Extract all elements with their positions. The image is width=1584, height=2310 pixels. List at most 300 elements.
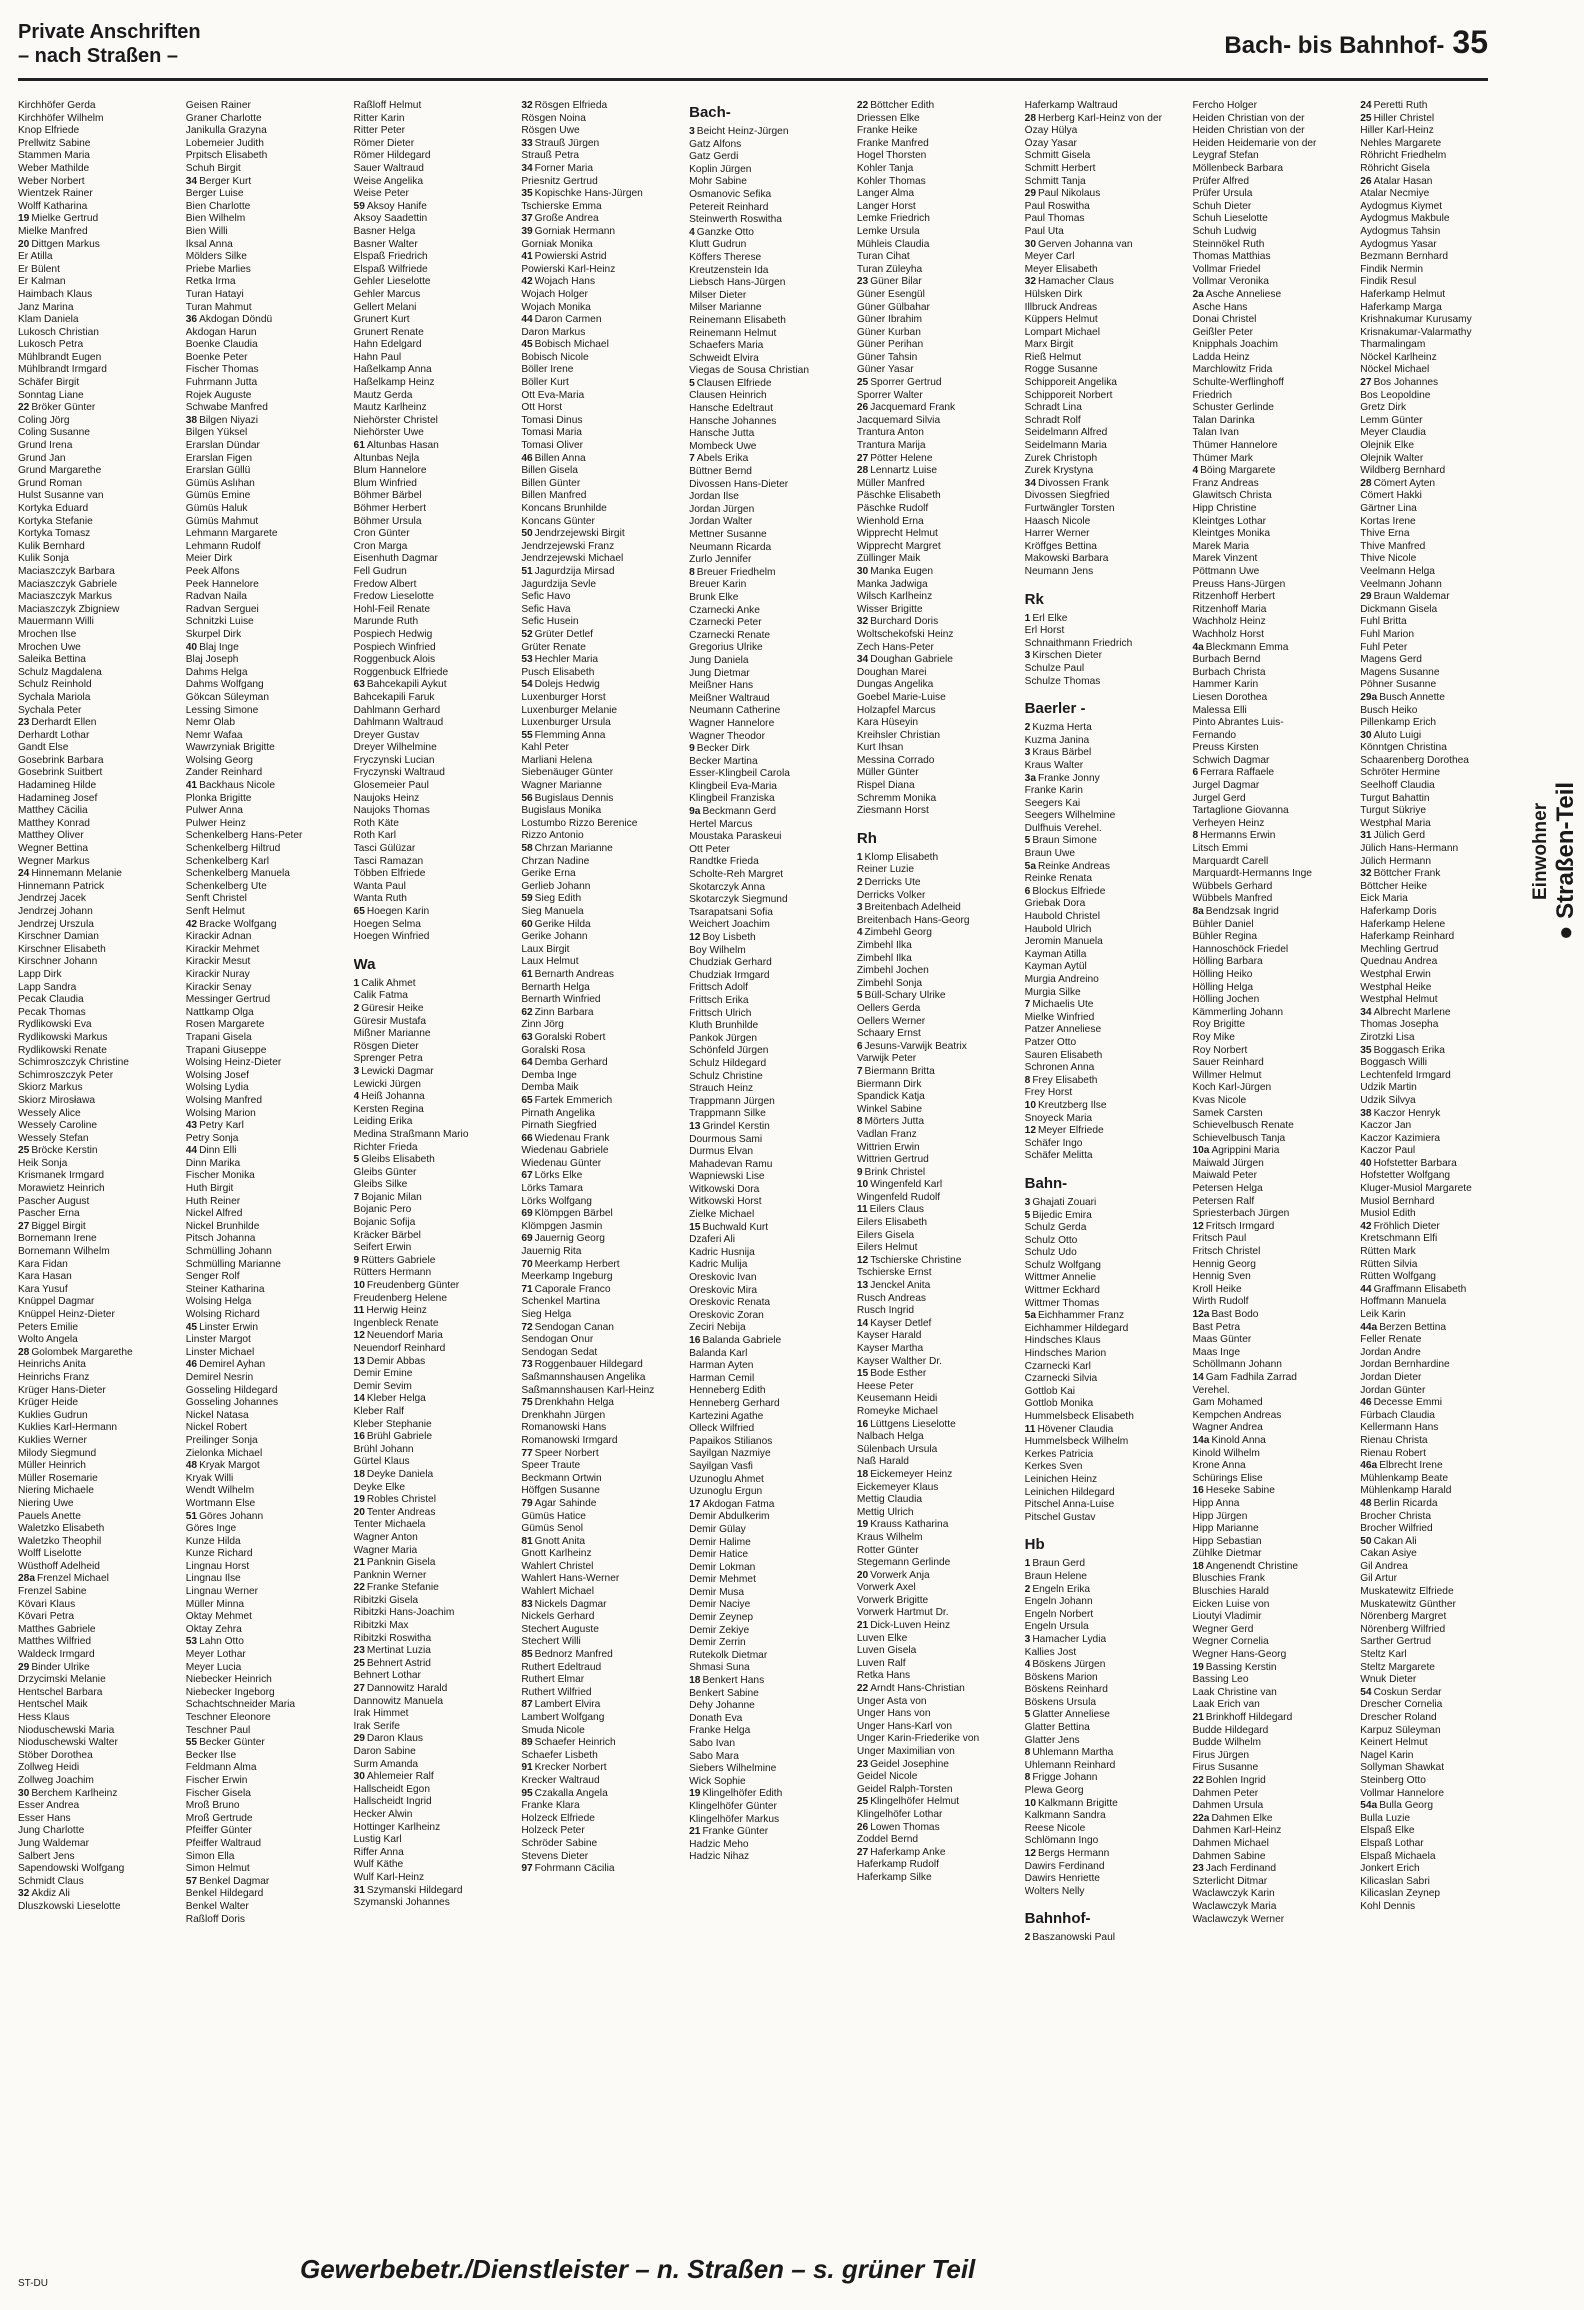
resident-name: Bilgen Niyazi (199, 414, 258, 426)
resident-entry (18, 503, 176, 516)
resident-entry (354, 1330, 512, 1343)
resident-entry (354, 478, 512, 491)
resident-entry (186, 1624, 344, 1637)
resident-name: Fredow Lieselotte (353, 591, 434, 603)
resident-name: Jendrzejewski Franz (521, 540, 615, 552)
resident-entry (18, 692, 176, 705)
resident-entry (186, 1359, 344, 1372)
resident-name: Asche Anneliese (1205, 288, 1282, 300)
resident-name: Wienhold Erna (856, 515, 924, 527)
resident-name: Schenkelberg Karl (185, 855, 270, 867)
resident-entry (857, 1872, 1015, 1885)
resident-entry (1360, 1296, 1518, 1309)
resident-name: Sporrer Gertrud (870, 377, 942, 389)
resident-name: Retka Irma (185, 276, 236, 288)
resident-name: Lukosch Petra (18, 339, 84, 351)
resident-name: Frenzel Sabine (18, 1586, 87, 1598)
resident-name: Böskens Jürgen (1032, 1659, 1106, 1671)
resident-name: Leiding Erika (353, 1116, 413, 1128)
resident-entry (1360, 881, 1518, 894)
resident-name: Roy Mike (1192, 1031, 1235, 1043)
resident-name: Jülich Hans-Hermann (1360, 843, 1459, 855)
resident-name: Kerkes Sven (1024, 1461, 1083, 1473)
resident-name: Skiorz Mirosława (18, 1094, 95, 1106)
resident-name: Powierski Astrid (534, 251, 607, 263)
resident-name: Chrzan Nadine (521, 855, 590, 867)
resident-entry (857, 364, 1015, 377)
resident-name: Meißner Hans (689, 680, 754, 692)
resident-entry (354, 705, 512, 718)
resident-entry (1025, 1323, 1183, 1336)
resident-name: Braun Simone (1032, 835, 1097, 847)
resident-entry (1192, 616, 1350, 629)
resident-entry (1025, 1659, 1183, 1672)
resident-name: Dahmen Peter (1192, 1787, 1259, 1799)
resident-name: Schulz Wolfgang (1024, 1259, 1101, 1271)
resident-entry (354, 692, 512, 705)
house-number: 24 (18, 868, 30, 880)
resident-name: Rienau Christa (1360, 1434, 1428, 1446)
resident-entry (354, 1318, 512, 1331)
resident-entry (186, 1888, 344, 1901)
resident-entry (354, 251, 512, 264)
resident-name: Kortyka Eduard (18, 503, 89, 514)
resident-name: Biermann Dirk (856, 1078, 922, 1090)
house-number: 20 (353, 1506, 365, 1518)
house-number: 34 (856, 654, 869, 666)
resident-entry (1360, 830, 1518, 843)
resident-entry (521, 1662, 679, 1675)
resident-entry (1360, 969, 1518, 982)
resident-name: Doughan Marei (856, 666, 927, 678)
resident-name: Nehles Margarete (1360, 137, 1442, 149)
house-number: 19 (18, 213, 30, 225)
resident-entry (354, 881, 512, 894)
directory-column (689, 100, 847, 2240)
resident-entry (689, 466, 847, 479)
resident-name: Sendogan Canan (534, 1321, 614, 1333)
resident-entry (689, 504, 847, 517)
house-number: 3 (689, 126, 695, 137)
house-number: 2 (353, 1002, 360, 1014)
resident-name: Schuster Gerlinde (1192, 402, 1274, 414)
house-number: 12a (1192, 1309, 1210, 1320)
resident-entry (18, 1624, 176, 1637)
resident-entry (1360, 1536, 1518, 1549)
resident-name: Bezmann Bernhard (1360, 251, 1448, 263)
resident-name: Schulze Thomas (1024, 675, 1101, 687)
resident-entry (1360, 856, 1518, 869)
resident-name: Donath Eva (689, 1712, 743, 1724)
side-tab-line2: ● Straßen-Teil (1552, 781, 1579, 940)
resident-entry (689, 705, 847, 718)
resident-name: Dahmen Michael (1192, 1837, 1269, 1849)
resident-entry (354, 1204, 512, 1217)
resident-entry (689, 655, 847, 668)
resident-entry (1360, 705, 1518, 718)
resident-name: Pitschel Anna-Luise (1024, 1499, 1115, 1511)
resident-entry (1192, 642, 1350, 655)
resident-name: Busch Annette (1379, 691, 1445, 703)
resident-name: Cömert Ayten (1373, 477, 1436, 489)
resident-name: Hechler Maria (534, 654, 599, 666)
resident-name: Braun Uwe (1024, 848, 1076, 860)
resident-entry (1192, 1485, 1350, 1498)
resident-entry (186, 944, 344, 957)
resident-entry (1025, 1210, 1183, 1223)
resident-name: Basner Helga (353, 225, 416, 237)
resident-entry (521, 390, 679, 403)
resident-entry (186, 1296, 344, 1309)
resident-name: Varwijk Peter (856, 1053, 917, 1065)
resident-name: Hulst Susanne van (18, 490, 104, 502)
resident-entry (354, 1230, 512, 1243)
resident-entry (857, 1595, 1015, 1608)
resident-entry (689, 189, 847, 202)
resident-name: Wessely Alice (18, 1107, 81, 1119)
resident-entry (689, 668, 847, 681)
resident-entry (186, 264, 344, 277)
resident-entry (857, 264, 1015, 277)
resident-entry (689, 1222, 847, 1235)
resident-name: Kirackir Mesut (185, 956, 251, 968)
resident-entry (1360, 654, 1518, 667)
resident-name: Franke Jonny (1038, 772, 1100, 784)
resident-entry (186, 327, 344, 340)
resident-entry (1025, 1798, 1183, 1811)
resident-name: Dolejs Hedwig (534, 679, 600, 691)
resident-name: Güner Kurban (856, 326, 921, 338)
resident-name: Özay Hülya (1024, 125, 1078, 137)
resident-entry (186, 717, 344, 730)
resident-name: Trapani Giuseppe (185, 1044, 267, 1056)
house-number: 70 (521, 1258, 533, 1270)
house-number: 19 (689, 1788, 701, 1800)
house-number: 14 (856, 1317, 869, 1329)
resident-entry (689, 252, 847, 265)
resident-entry (689, 390, 847, 403)
resident-entry (18, 377, 176, 390)
resident-name: Roth Käte (353, 817, 399, 829)
resident-entry (1192, 490, 1350, 503)
resident-name: Wolto Angela (18, 1334, 78, 1346)
resident-name: Benkel Hildegard (185, 1888, 264, 1900)
resident-entry (521, 1825, 679, 1838)
resident-name: Gerven Johanna van (1038, 238, 1133, 250)
resident-name: Ferrara Raffaele (1200, 767, 1275, 779)
resident-entry (186, 490, 344, 503)
resident-name: Speer Traute (521, 1460, 581, 1472)
resident-entry (186, 1699, 344, 1712)
resident-entry (857, 239, 1015, 252)
resident-name: Kräcker Bärbel (353, 1229, 421, 1241)
resident-name: Mrochen Ilse (18, 628, 77, 640)
resident-name: Kortyka Stefanie (18, 515, 93, 527)
resident-entry (1192, 1825, 1350, 1838)
resident-entry (1025, 1672, 1183, 1685)
house-number: 5a (1024, 860, 1036, 872)
resident-name: Linster Erwin (199, 1321, 258, 1333)
resident-name: Meier Dirk (185, 553, 233, 565)
house-number: 73 (521, 1359, 533, 1371)
resident-name: Coling Jörg (18, 414, 70, 426)
resident-name: Franke Heike (856, 125, 918, 137)
resident-name: Hölling Helga (1192, 981, 1254, 993)
resident-name: Kaczor Henryk (1373, 1107, 1441, 1119)
resident-name: Elspaß Lothar (1360, 1837, 1424, 1849)
resident-name: Große Andrea (534, 213, 599, 225)
resident-name: Billen Manfred (521, 490, 587, 502)
resident-entry (521, 1712, 679, 1725)
resident-entry (18, 1082, 176, 1095)
resident-entry (1360, 692, 1518, 705)
resident-entry (354, 1217, 512, 1230)
resident-name: Gärtner Lina (1360, 503, 1417, 514)
house-number: 22 (353, 1582, 365, 1594)
resident-entry (186, 364, 344, 377)
resident-entry (18, 327, 176, 340)
house-number: 9 (856, 1166, 863, 1178)
resident-name: Pospiech Winfried (353, 641, 436, 653)
resident-name: Koncans Brunhilde (521, 503, 607, 514)
resident-entry (354, 1066, 512, 1079)
resident-name: Hövener Claudia (1037, 1423, 1114, 1435)
resident-name: Rienau Robert (1360, 1447, 1426, 1459)
resident-entry (186, 1863, 344, 1876)
resident-name: Ribitzki Gisela (353, 1594, 419, 1606)
resident-entry (689, 1045, 847, 1058)
resident-entry (354, 176, 512, 189)
resident-name: Braun Waldemar (1373, 591, 1450, 603)
resident-name: Dahmen Elke (1211, 1812, 1273, 1824)
resident-entry (521, 1699, 679, 1712)
resident-name: Priebe Marlies (185, 263, 251, 275)
resident-entry (354, 1456, 512, 1469)
resident-name: Chudziak Irmgard (689, 969, 770, 981)
resident-entry (354, 1633, 512, 1646)
resident-name: Sefic Husein (521, 616, 579, 628)
resident-name: Maciaszczyk Barbara (18, 565, 115, 577)
resident-entry (521, 1410, 679, 1423)
resident-entry (521, 667, 679, 680)
resident-name: Glawitsch Christa (1192, 490, 1272, 502)
resident-name: Kleber Helga (366, 1393, 426, 1405)
resident-entry (186, 1057, 344, 1070)
resident-name: Schenkelberg Ute (185, 880, 267, 892)
resident-name: Oellers Gerda (856, 1002, 921, 1014)
resident-name: Niebecker Heinrich (185, 1674, 272, 1686)
resident-entry (521, 1649, 679, 1662)
resident-entry (521, 1460, 679, 1473)
resident-name: Sporrer Walter (856, 389, 923, 401)
resident-entry (1192, 1737, 1350, 1750)
resident-name: Jülich Gerd (1373, 830, 1426, 842)
resident-name: Kinold Wilhelm (1192, 1447, 1260, 1459)
resident-name: Sayilgan Vasfi (689, 1460, 753, 1472)
resident-entry (1192, 352, 1350, 365)
resident-entry (857, 276, 1015, 289)
resident-name: Ladda Heinz (1192, 351, 1250, 363)
resident-name: Jenckel Anita (870, 1280, 931, 1292)
resident-name: Schradt Rolf (1024, 414, 1081, 426)
resident-entry (18, 302, 176, 315)
resident-entry (186, 893, 344, 906)
resident-entry (186, 1611, 344, 1624)
resident-name: Frigge Johann (1032, 1772, 1098, 1784)
resident-name: Schulz Magdalena (18, 666, 102, 678)
house-number: 34 (185, 175, 198, 187)
resident-entry (18, 1674, 176, 1687)
resident-name: Panknin Gisela (366, 1557, 436, 1569)
resident-entry (18, 100, 176, 113)
resident-name: Schaarenberg Dorothea (1360, 754, 1469, 766)
resident-entry (1192, 1473, 1350, 1486)
resident-name: Gil Andrea (1360, 1560, 1408, 1572)
resident-name: Heinrichs Anita (18, 1359, 86, 1371)
resident-name: Berger Luise (185, 188, 244, 200)
resident-name: Luxenburger Horst (521, 691, 606, 703)
resident-entry (186, 251, 344, 264)
resident-name: Turgut Sükriye (1360, 805, 1427, 817)
resident-entry (186, 553, 344, 566)
resident-name: Gnott Anita (534, 1535, 586, 1547)
resident-entry (354, 868, 512, 881)
resident-entry (186, 654, 344, 667)
resident-entry (689, 756, 847, 769)
house-number: 63 (521, 1031, 533, 1043)
resident-entry (689, 1436, 847, 1449)
resident-name: Demir Mehmet (689, 1574, 756, 1586)
house-number: 44a (1360, 1321, 1378, 1333)
resident-entry (857, 927, 1015, 940)
resident-name: Tharmalingam (1360, 339, 1426, 351)
resident-name: Breuer Karin (689, 579, 747, 591)
resident-name: Wahlert Hans-Werner (521, 1573, 620, 1585)
resident-name: Pascher August (18, 1195, 90, 1207)
resident-name: Wingenfeld Rudolf (856, 1191, 941, 1203)
resident-entry (521, 793, 679, 806)
resident-name: Dahms Helga (185, 666, 248, 678)
resident-name: Hiller Christel (1373, 112, 1435, 124)
resident-entry (18, 1699, 176, 1712)
resident-entry (521, 604, 679, 617)
resident-entry (186, 1145, 344, 1158)
resident-entry (521, 931, 679, 944)
resident-entry (521, 339, 679, 352)
resident-name: Lowen Thomas (870, 1821, 940, 1833)
resident-name: Kortyka Tomasz (18, 528, 91, 540)
resident-name: Kvas Nicole (1192, 1094, 1247, 1106)
resident-name: Bassing Leo (1192, 1674, 1249, 1686)
resident-name: Fischer Monika (185, 1170, 255, 1182)
resident-name: Schaary Ernst (856, 1028, 921, 1040)
resident-name: Drescher Cornelia (1360, 1699, 1443, 1711)
resident-entry (1360, 553, 1518, 566)
resident-entry (1360, 919, 1518, 932)
resident-name: Leik Karin (1360, 1309, 1406, 1320)
resident-name: Becker Günter (199, 1737, 265, 1749)
resident-name: Daron Carmen (534, 314, 602, 326)
resident-name: Schulz Reinhold (18, 679, 92, 691)
resident-entry (354, 1356, 512, 1369)
resident-entry (1360, 1876, 1518, 1889)
resident-entry (521, 1196, 679, 1209)
resident-name: Asche Hans (1192, 301, 1248, 313)
house-number: 58 (521, 843, 533, 855)
resident-name: Fredow Albert (353, 578, 417, 590)
resident-name: Raßloff Doris (185, 1913, 246, 1925)
resident-entry (18, 1687, 176, 1700)
resident-entry (1192, 364, 1350, 377)
resident-entry (1360, 377, 1518, 390)
resident-name: Thive Manfred (1360, 540, 1426, 552)
resident-entry (1360, 793, 1518, 806)
resident-name: Mohr Sabine (689, 176, 747, 188)
resident-name: Braun Gerd (1032, 1558, 1085, 1570)
resident-name: Meyer Elisabeth (1024, 263, 1098, 275)
resident-entry (1192, 377, 1350, 390)
resident-name: Strauch Heinz (689, 1083, 754, 1095)
resident-name: Daron Klaus (366, 1733, 423, 1745)
resident-name: Böing Margarete (1200, 465, 1276, 477)
resident-entry (1192, 1712, 1350, 1725)
resident-name: Ritzenhoff Herbert (1192, 591, 1275, 603)
resident-entry (1192, 1511, 1350, 1524)
resident-name: Spandick Katja (856, 1091, 925, 1103)
resident-entry (1192, 1045, 1350, 1058)
resident-name: Kirschner Elisabeth (18, 943, 106, 955)
resident-entry (689, 982, 847, 995)
resident-name: Paul Roswitha (1024, 200, 1090, 212)
house-number: 50 (1360, 1535, 1372, 1547)
resident-name: Schaefer Heinrich (534, 1737, 616, 1749)
resident-name: Hentschel Maik (18, 1699, 88, 1711)
resident-entry (521, 415, 679, 428)
resident-entry (1360, 1183, 1518, 1196)
resident-entry (521, 1435, 679, 1448)
resident-name: Wittrien Erwin (856, 1141, 920, 1153)
house-number: 71 (521, 1283, 533, 1295)
resident-entry (857, 1494, 1015, 1507)
resident-name: Behnert Lothar (353, 1670, 421, 1682)
resident-entry (857, 1242, 1015, 1255)
resident-entry (18, 1762, 176, 1775)
resident-name: Schäfer Ingo (1024, 1137, 1083, 1149)
resident-name: Gümüs Aslıhan (185, 477, 255, 489)
resident-entry (521, 1359, 679, 1372)
house-number: 40 (1360, 1157, 1372, 1169)
resident-name: Seidelmann Maria (1024, 440, 1107, 452)
resident-name: Irak Himmet (353, 1708, 409, 1720)
resident-name: Ribitzki Max (353, 1620, 409, 1632)
resident-name: Heinrichs Franz (18, 1371, 90, 1383)
resident-entry (1192, 465, 1350, 478)
resident-name: Tschierske Ernst (856, 1267, 932, 1279)
resident-name: Schäfer Birgit (18, 377, 80, 389)
resident-name: Tschierske Emma (521, 200, 602, 212)
resident-name: Speer Norbert (534, 1447, 599, 1459)
resident-entry (354, 1796, 512, 1809)
resident-entry (18, 956, 176, 969)
resident-name: Böttcher Frank (1373, 868, 1441, 880)
resident-name: Sefic Havo (521, 591, 571, 603)
resident-name: Fohrmann Cäcilia (534, 1863, 615, 1875)
resident-name: Erarslan Dündar (185, 440, 260, 452)
resident-name: Nattkamp Olga (185, 1006, 254, 1018)
resident-name: Budde Hildegard (1192, 1724, 1269, 1736)
resident-entry (1192, 188, 1350, 201)
resident-entry (1360, 415, 1518, 428)
